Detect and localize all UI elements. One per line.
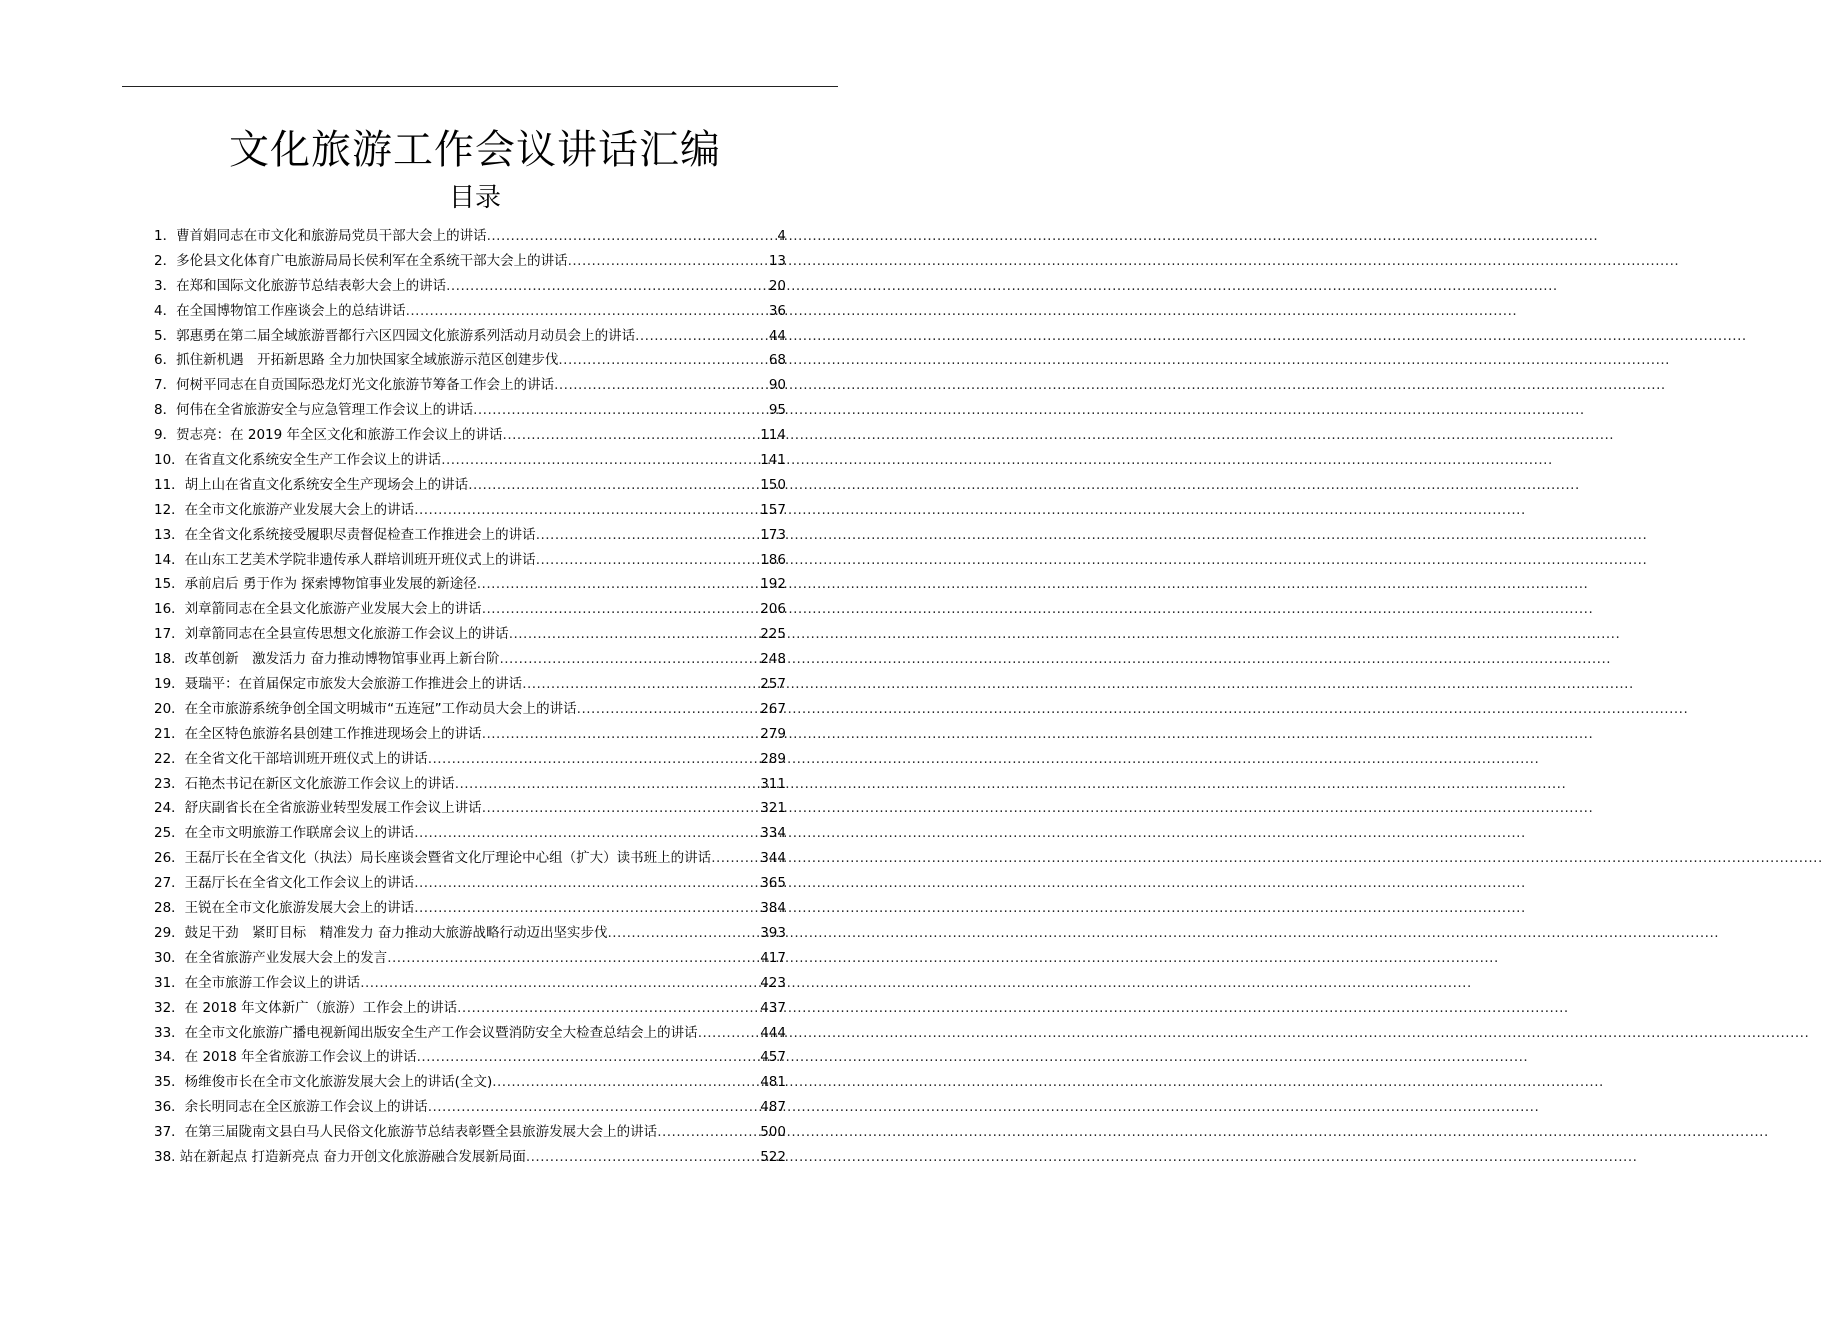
toc-entry-title: 23．石艳杰书记在新区文化旅游工作会议上的讲话	[154, 775, 455, 792]
toc-entry-title: 26．王磊厅长在全省文化（执法）局长座谈会暨省文化厅理论中心组（扩大）读书班上的讲话	[154, 850, 712, 867]
toc-page-number: 487	[760, 1099, 786, 1116]
toc-dot-leader	[360, 971, 760, 996]
toc-entry-title: 4．在全国博物馆工作座谈会上的总结讲话	[154, 302, 406, 319]
toc-entry-title: 32．在 2018 年文体新广（旅游）工作会上的讲话	[154, 999, 458, 1016]
toc-page-number: 95	[768, 402, 786, 419]
toc-dot-leader	[526, 1145, 760, 1170]
toc-entry[interactable]	[154, 224, 786, 249]
toc-entry-title: 16．刘章箭同志在全县文化旅游产业发展大会上的讲话	[154, 601, 482, 618]
toc-page-number: 141	[760, 452, 786, 469]
toc-page-number: 186	[760, 551, 786, 568]
toc-entry-title: 34．在 2018 年全省旅游工作会议上的讲话	[154, 1049, 417, 1066]
toc-entry-title: 13．在全省文化系统接受履职尽责督促检查工作推进会上的讲话	[154, 526, 536, 543]
toc-entry[interactable]	[154, 996, 786, 1021]
toc-entry-title: 19．聂瑞平：在首届保定市旅发大会旅游工作推进会上的讲话	[154, 676, 523, 693]
toc-dot-leader	[468, 473, 760, 498]
toc-dot-leader	[657, 1120, 760, 1145]
toc-dot-leader	[509, 622, 761, 647]
toc-entry[interactable]	[154, 1095, 786, 1120]
toc-dot-leader	[417, 1045, 761, 1070]
toc-entry[interactable]	[154, 747, 786, 772]
toc-dot-leader	[522, 672, 760, 697]
toc-entry[interactable]	[154, 249, 786, 274]
toc-entry-title: 3．在郑和国际文化旅游节总结表彰大会上的讲话	[154, 277, 447, 294]
toc-entry-title: 9．贺志亮：在 2019 年全区文化和旅游工作会议上的讲话	[154, 427, 503, 444]
header-rule	[122, 86, 838, 87]
toc-dot-leader	[499, 647, 760, 672]
toc-dot-leader	[441, 448, 760, 473]
toc-entry[interactable]	[154, 572, 786, 597]
toc-page-number: 481	[760, 1074, 786, 1091]
toc-dot-leader	[446, 274, 769, 299]
toc-entry-title: 11．胡上山在省直文化系统安全生产现场会上的讲话	[154, 476, 469, 493]
toc-entry[interactable]	[154, 921, 786, 946]
toc-page-number: 225	[760, 626, 786, 643]
toc-page-number: 457	[760, 1049, 786, 1066]
toc-entry-title: 27．王磊厅长在全省文化工作会议上的讲话	[154, 875, 415, 892]
table-of-contents	[154, 224, 786, 1170]
toc-dot-leader	[503, 423, 761, 448]
toc-page-number: 279	[760, 725, 786, 742]
toc-page-number: 437	[760, 999, 786, 1016]
toc-dot-leader	[428, 1095, 761, 1120]
toc-entry[interactable]	[154, 622, 786, 647]
toc-dot-leader	[698, 1021, 761, 1046]
toc-dot-leader	[711, 846, 760, 871]
toc-entry-title: 38. 站在新起点 打造新亮点 奋力开创文化旅游融合发展新局面	[154, 1148, 526, 1165]
toc-entry-title: 18．改革创新 激发活力 奋力推动博物馆事业再上新台阶	[154, 651, 500, 668]
toc-page-number: 423	[760, 974, 786, 991]
toc-entry-title: 29．鼓足干劲 紧盯目标 精准发力 奋力推动大旅游战略行动迈出坚实步伐	[154, 924, 608, 941]
toc-page-number: 257	[760, 676, 786, 693]
toc-entry[interactable]	[154, 896, 786, 921]
toc-dot-leader	[577, 697, 761, 722]
toc-entry-title: 17．刘章箭同志在全县宣传思想文化旅游工作会议上的讲话	[154, 626, 509, 643]
toc-page-number: 68	[768, 352, 786, 369]
toc-entry-title: 6．抓住新机遇 开拓新思路 全力加快国家全域旅游示范区创建步伐	[154, 352, 559, 369]
toc-page-number: 522	[760, 1148, 786, 1165]
toc-dot-leader	[387, 946, 760, 971]
toc-entry-title: 28．王锐在全市文化旅游发展大会上的讲话	[154, 900, 415, 917]
toc-entry-title: 7．何树平同志在自贡国际恐龙灯光文化旅游节筹备工作会上的讲话	[154, 377, 555, 394]
document-title: 文化旅游工作会议讲话汇编	[229, 127, 721, 173]
toc-entry-title: 10．在省直文化系统安全生产工作会议上的讲话	[154, 452, 442, 469]
toc-dot-leader	[568, 249, 769, 274]
toc-entry-title: 22．在全省文化干部培训班开班仪式上的讲话	[154, 750, 428, 767]
toc-entry[interactable]	[154, 1120, 786, 1145]
toc-dot-leader	[414, 498, 760, 523]
toc-entry[interactable]	[154, 523, 786, 548]
toc-entry[interactable]	[154, 423, 786, 448]
toc-dot-leader	[554, 373, 769, 398]
toc-entry-title: 14．在山东工艺美术学院非遗传承人群培训班开班仪式上的讲话	[154, 551, 536, 568]
toc-heading: 目录	[448, 183, 501, 213]
toc-page-number: 114	[760, 427, 786, 444]
toc-page-number: 267	[760, 700, 786, 717]
toc-entry[interactable]	[154, 274, 786, 299]
toc-entry[interactable]	[154, 448, 786, 473]
toc-dot-leader	[558, 348, 768, 373]
toc-page-number: 206	[760, 601, 786, 618]
toc-entry-title: 1．曹首娟同志在市文化和旅游局党员干部大会上的讲话	[154, 228, 487, 244]
toc-page-number: 344	[760, 850, 786, 867]
toc-entry-title: 33．在全市文化旅游广播电视新闻出版安全生产工作会议暨消防安全大检查总结会上的讲话	[154, 1024, 698, 1041]
toc-entry-title: 35．杨维俊市长在全市文化旅游发展大会上的讲话(全文)	[154, 1074, 493, 1091]
toc-dot-leader	[457, 996, 760, 1021]
toc-dot-leader	[473, 398, 769, 423]
toc-dot-leader	[455, 772, 761, 797]
toc-dot-leader	[482, 722, 761, 747]
toc-dot-leader	[414, 821, 760, 846]
toc-entry[interactable]	[154, 373, 786, 398]
toc-entry[interactable]	[154, 697, 786, 722]
toc-page-number: 334	[760, 825, 786, 842]
toc-page-number: 384	[760, 900, 786, 917]
toc-entry[interactable]	[154, 1070, 786, 1095]
toc-page-number: 393	[760, 924, 786, 941]
toc-entry[interactable]	[154, 498, 786, 523]
toc-entry[interactable]	[154, 672, 786, 697]
toc-page-number: 4	[777, 228, 786, 244]
toc-entry[interactable]	[154, 597, 786, 622]
toc-entry-title: 2．多伦县文化体育广电旅游局局长侯利军在全系统干部大会上的讲话	[154, 252, 568, 269]
toc-entry-title: 12．在全市文化旅游产业发展大会上的讲话	[154, 501, 415, 518]
toc-entry[interactable]	[154, 324, 786, 349]
toc-dot-leader	[406, 299, 769, 324]
toc-page-number: 157	[760, 501, 786, 518]
toc-page-number: 90	[768, 377, 786, 394]
toc-dot-leader	[536, 523, 761, 548]
toc-dot-leader	[477, 572, 760, 597]
toc-entry[interactable]	[154, 1145, 786, 1170]
toc-dot-leader	[428, 747, 761, 772]
toc-dot-leader	[414, 896, 760, 921]
toc-entry[interactable]	[154, 348, 786, 373]
toc-entry-title: 31．在全市旅游工作会议上的讲话	[154, 974, 361, 991]
toc-dot-leader	[536, 548, 761, 573]
toc-entry-title: 5．郭惠勇在第二届全域旅游晋都行六区四园文化旅游系列活动月动员会上的讲话	[154, 327, 636, 344]
toc-page-number: 444	[760, 1024, 786, 1041]
toc-dot-leader	[482, 796, 761, 821]
toc-entry[interactable]	[154, 796, 786, 821]
toc-entry[interactable]	[154, 871, 786, 896]
toc-page-number: 36	[768, 302, 786, 319]
toc-dot-leader	[492, 1070, 760, 1095]
toc-entry[interactable]	[154, 1045, 786, 1070]
toc-dot-leader	[635, 324, 769, 349]
toc-page-number: 500	[760, 1124, 786, 1141]
toc-page-number: 417	[760, 949, 786, 966]
toc-page-number: 150	[760, 476, 786, 493]
toc-entry[interactable]	[154, 299, 786, 324]
toc-page-number: 13	[768, 252, 786, 269]
toc-entry[interactable]	[154, 1021, 786, 1046]
toc-entry[interactable]	[154, 846, 786, 871]
toc-entry[interactable]	[154, 473, 786, 498]
toc-entry-title: 37．在第三届陇南文县白马人民俗文化旅游节总结表彰暨全县旅游发展大会上的讲话	[154, 1124, 658, 1141]
toc-entry[interactable]	[154, 647, 786, 672]
toc-entry[interactable]	[154, 398, 786, 423]
toc-entry-title: 20．在全市旅游系统争创全国文明城市“五连冠”工作动员大会上的讲话	[154, 700, 577, 717]
toc-entry[interactable]	[154, 772, 786, 797]
toc-dot-leader	[487, 224, 778, 249]
toc-page-number: 173	[760, 526, 786, 543]
toc-page-number: 311	[760, 775, 786, 792]
toc-entry[interactable]	[154, 548, 786, 573]
toc-page-number: 192	[760, 576, 786, 593]
toc-dot-leader	[414, 871, 760, 896]
toc-entry[interactable]	[154, 722, 786, 747]
toc-page-number: 44	[768, 327, 786, 344]
toc-entry-title: 15．承前启后 勇于作为 探索博物馆事业发展的新途径	[154, 576, 477, 593]
toc-entry-title: 8．何伟在全省旅游安全与应急管理工作会议上的讲话	[154, 402, 474, 419]
toc-entry[interactable]	[154, 821, 786, 846]
toc-entry[interactable]	[154, 971, 786, 996]
toc-page-number: 289	[760, 750, 786, 767]
toc-page-number: 248	[760, 651, 786, 668]
toc-entry-title: 25．在全市文明旅游工作联席会议上的讲话	[154, 825, 415, 842]
toc-page-number: 321	[760, 800, 786, 817]
toc-page-number: 365	[760, 875, 786, 892]
toc-dot-leader	[607, 921, 760, 946]
toc-entry-title: 30．在全省旅游产业发展大会上的发言	[154, 949, 388, 966]
toc-entry-title: 21．在全区特色旅游名县创建工作推进现场会上的讲话	[154, 725, 482, 742]
toc-entry-title: 36．余长明同志在全区旅游工作会议上的讲话	[154, 1099, 428, 1116]
toc-entry[interactable]	[154, 946, 786, 971]
toc-page-number: 20	[768, 277, 786, 294]
toc-entry-title: 24．舒庆副省长在全省旅游业转型发展工作会议上讲话	[154, 800, 482, 817]
toc-dot-leader	[482, 597, 761, 622]
